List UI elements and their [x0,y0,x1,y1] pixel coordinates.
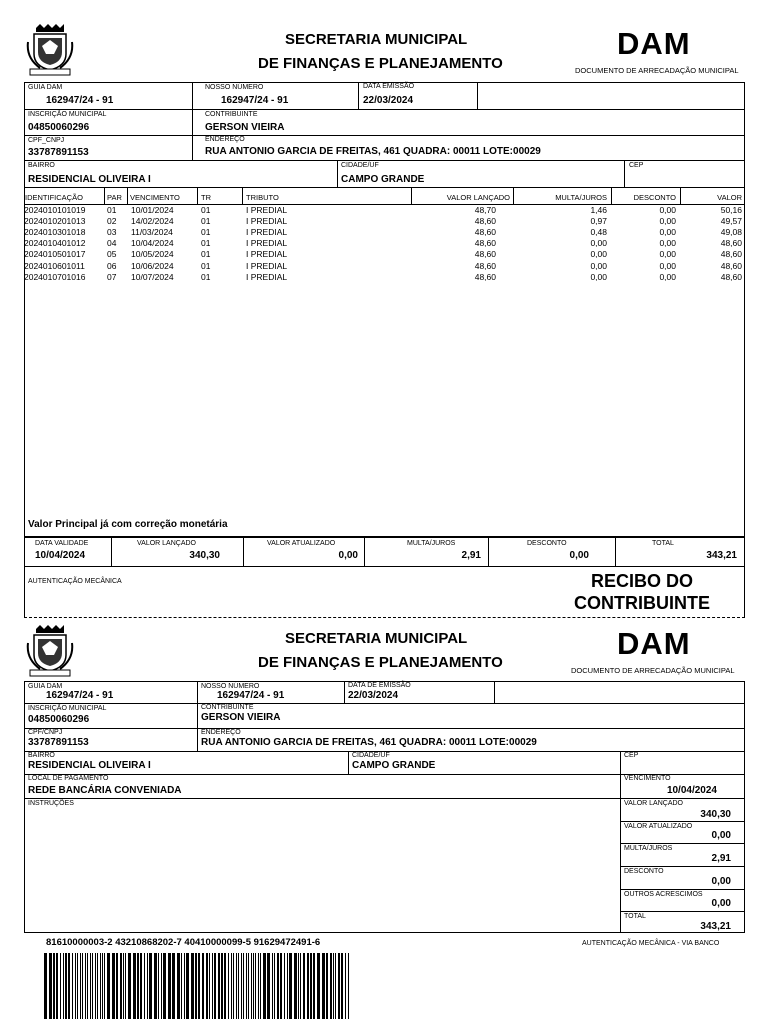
table-cell: 48,60 [720,249,742,260]
aut-mecanica-label: AUTENTICAÇÃO MECÂNICA [28,578,122,585]
nosso-numero-value-b: 162947/24 - 91 [217,690,285,701]
table-cell: 06 [107,260,117,271]
contribuinte-label-b: CONTRIBUINTE [201,704,254,711]
table-note: Valor Principal já com correção monetária [28,519,228,530]
table-cell: 10/07/2024 [131,271,174,282]
table-cell: 0,00 [659,271,676,282]
col-header-vencimento: VENCIMENTO [130,193,180,202]
table-cell: I PREDIAL [246,238,288,249]
table-cell: 48,60 [474,216,496,227]
table-cell: 0,00 [659,216,676,227]
total-label-b: TOTAL [624,913,646,920]
table-cell: 2024010401012 [24,238,86,249]
nosso-numero-value: 162947/24 - 91 [221,95,289,106]
table-cell: 07 [107,271,117,282]
dam-subtitle: DOCUMENTO DE ARRECADAÇÃO MUNICIPAL [575,66,739,75]
guia-dam-value-b: 162947/24 - 91 [46,690,114,701]
guia-dam-label: GUIA DAM [28,84,63,91]
multa-juros-label: MULTA/JUROS [407,540,456,547]
contribuinte-value: GERSON VIEIRA [205,122,285,133]
table-cell: 50,16 [720,205,742,215]
table-cell: I PREDIAL [246,249,288,260]
cep-label: CEP [629,162,644,169]
cut-line [24,617,745,618]
instrucoes-label: INSTRUÇÕES [28,800,74,807]
table-cell: 11/03/2024 [131,227,173,238]
table-cell: 0,00 [659,227,676,238]
inscricao-value-b: 04850060296 [28,714,90,725]
table-cell: I PREDIAL [246,205,288,215]
valor-atualizado-label-b: VALOR ATUALIZADO [624,823,693,830]
guia-dam-value: 162947/24 - 91 [46,95,114,106]
desconto-label-b: DESCONTO [624,868,664,875]
table-cell: 2024010101019 [24,205,86,215]
table-cell: 10/05/2024 [131,249,174,260]
col-header-tr: TR [201,193,211,202]
contribuinte-label: CONTRIBUINTE [205,111,258,118]
col-header-tributo: TRIBUTO [246,193,279,202]
multa-juros-label-b: MULTA/JUROS [624,845,673,852]
table-cell: 0,00 [590,238,607,249]
table-cell: I PREDIAL [246,227,288,238]
table-cell: 01 [201,227,211,238]
outros-acrescimos-value: 0,00 [711,898,731,909]
data-emissao-value: 22/03/2024 [363,95,414,106]
table-cell: I PREDIAL [246,260,288,271]
table-cell: 03 [107,227,117,238]
desconto-value: 0,00 [569,550,589,561]
endereco-value-b: RUA ANTONIO GARCIA DE FREITAS, 461 QUADRA: 00011 LOTE:00029 [201,737,537,748]
valor-atualizado-value-b: 0,00 [711,830,731,841]
data-emissao-label: DATA EMISSÃO [363,83,415,90]
table-cell: 0,00 [590,249,607,260]
table-cell: 48,60 [474,271,496,282]
table-cell: 02 [107,216,117,227]
table-cell: 01 [201,249,211,260]
dam-title-b: DAM [617,626,691,661]
cpf-label-b: CPF/CNPJ [28,729,63,736]
desconto-value-b: 0,00 [711,876,731,887]
guia-dam-label-b: GUIA DAM [28,683,63,690]
cidade-label: CIDADE/UF [341,162,379,169]
cpf-value-b: 33787891153 [28,737,89,748]
data-emissao-value-b: 22/03/2024 [348,690,399,701]
dam-subtitle-b: DOCUMENTO DE ARRECADAÇÃO MUNICIPAL [571,666,735,675]
nosso-numero-label-b: NOSSO NÚMERO [201,683,260,690]
table-cell: 48,60 [720,271,742,282]
municipal-crest-logo [26,24,74,76]
aut-banco-label: AUTENTICAÇÃO MECÂNICA - VIA BANCO [582,940,720,947]
table-cell: 01 [201,238,211,249]
valor-atualizado-label: VALOR ATUALIZADO [267,540,336,547]
table-cell: 1,46 [590,205,607,215]
inscricao-label-b: INSCRIÇÃO MUNICIPAL [28,705,107,712]
table-cell: 01 [201,271,211,282]
dam-title: DAM [617,26,691,61]
table-cell: I PREDIAL [246,216,288,227]
table-cell: 10/06/2024 [131,260,174,271]
col-header-multa-juros: MULTA/JUROS [555,193,607,202]
local-pagamento-label: LOCAL DE PAGAMENTO [28,775,109,782]
desconto-label: DESCONTO [527,540,567,547]
endereco-label-b: ENDEREÇO [201,729,241,736]
cidade-value-b: CAMPO GRANDE [352,760,436,771]
table-cell: 10/01/2024 [131,205,174,215]
cidade-value: CAMPO GRANDE [341,174,425,185]
barcode-digits: 81610000003-2 43210868202-7 40410000099-5 91629472491-6 [46,937,321,948]
bairro-value-b: RESIDENCIAL OLIVEIRA I [28,760,151,771]
data-emissao-label-b: DATA DE EMISSÃO [348,682,411,689]
valor-lancado-label-b: VALOR LANÇADO [624,800,683,807]
total-value: 343,21 [706,550,737,561]
table-cell: 0,00 [590,260,607,271]
table-cell: 0,00 [659,205,676,215]
table-cell: 01 [201,216,211,227]
header-title-line1-b: SECRETARIA MUNICIPAL [285,630,468,647]
col-header-desconto: DESCONTO [633,193,676,202]
table-cell: 14/02/2024 [131,216,174,227]
inscricao-value: 04850060296 [28,122,90,133]
endereco-value: RUA ANTONIO GARCIA DE FREITAS, 461 QUADRA: 00011 LOTE:00029 [205,146,541,157]
total-value-b: 343,21 [700,921,731,932]
data-validade-label: DATA VALIDADE [35,540,89,547]
table-cell: 49,57 [720,216,742,227]
multa-juros-value: 2,91 [461,550,481,561]
header-title-line1: SECRETARIA MUNICIPAL [285,31,468,48]
header-title-line2-b: DE FINANÇAS E PLANEJAMENTO [258,654,503,671]
table-cell: 2024010601011 [24,260,85,271]
table-cell: 48,70 [474,205,496,215]
outros-acrescimos-label: OUTROS ACRESCIMOS [624,891,703,898]
table-cell: 0,00 [659,260,676,271]
local-pagamento-value: REDE BANCÁRIA CONVENIADA [28,785,182,796]
table-cell: 49,08 [720,227,742,238]
table-cell: 10/04/2024 [131,238,174,249]
table-cell: 48,60 [474,238,496,249]
table-cell: 48,60 [474,227,496,238]
col-header-par: PAR [107,193,122,202]
table-cell: 04 [107,238,117,249]
municipal-crest-logo-2 [26,625,74,677]
table-cell: 01 [201,205,211,215]
table-cell: 01 [107,205,117,215]
col-header-identificacao: IDENTIFICAÇÃO [25,193,83,202]
barcode [44,953,460,1019]
bairro-value: RESIDENCIAL OLIVEIRA I [28,174,151,185]
cidade-label-b: CIDADE/UF [352,752,390,759]
cpf-value: 33787891153 [28,147,89,158]
table-cell: 0,97 [590,216,607,227]
valor-atualizado-value: 0,00 [338,550,358,561]
valor-lancado-value: 340,30 [189,550,220,561]
table-cell: 2024010201013 [24,216,86,227]
table-cell: 2024010701016 [24,271,86,282]
endereco-label: ENDEREÇO [205,136,245,143]
col-header-valor: VALOR [717,193,742,202]
table-cell: 0,48 [590,227,607,238]
table-cell: 48,60 [474,249,496,260]
vencimento-label: VENCIMENTO [624,775,671,782]
bairro-label: BAIRRO [28,162,55,169]
table-cell: 05 [107,249,117,260]
table-cell: 01 [201,260,211,271]
data-validade-value: 10/04/2024 [35,550,86,561]
table-cell: 0,00 [659,238,676,249]
contribuinte-value-b: GERSON VIEIRA [201,712,281,723]
table-cell: I PREDIAL [246,271,288,282]
cpf-label: CPF_CNPJ [28,137,65,144]
table-cell: 48,60 [720,260,742,271]
table-cell: 2024010301018 [24,227,86,238]
multa-juros-value-b: 2,91 [711,853,731,864]
inscricao-label: INSCRIÇÃO MUNICIPAL [28,111,107,118]
table-cell: 0,00 [590,271,607,282]
totals-box [24,537,745,567]
cep-label-b: CEP [624,752,639,759]
nosso-numero-label: NOSSO NÚMERO [205,84,264,91]
table-cell: 0,00 [659,249,676,260]
bairro-label-b: BAIRRO [28,752,55,759]
valor-lancado-value-b: 340,30 [700,809,731,820]
table-cell: 2024010501017 [24,249,86,260]
vencimento-value: 10/04/2024 [666,785,717,796]
recibo-line2: CONTRIBUINTE [574,593,710,613]
valor-lancado-label: VALOR LANÇADO [137,540,196,547]
table-cell: 48,60 [720,238,742,249]
header-title-line2: DE FINANÇAS E PLANEJAMENTO [258,55,503,72]
total-label: TOTAL [652,540,674,547]
col-header-valor-lancado: VALOR LANÇADO [446,193,510,202]
recibo-line1: RECIBO DO [590,571,693,591]
table-cell: 48,60 [474,260,496,271]
